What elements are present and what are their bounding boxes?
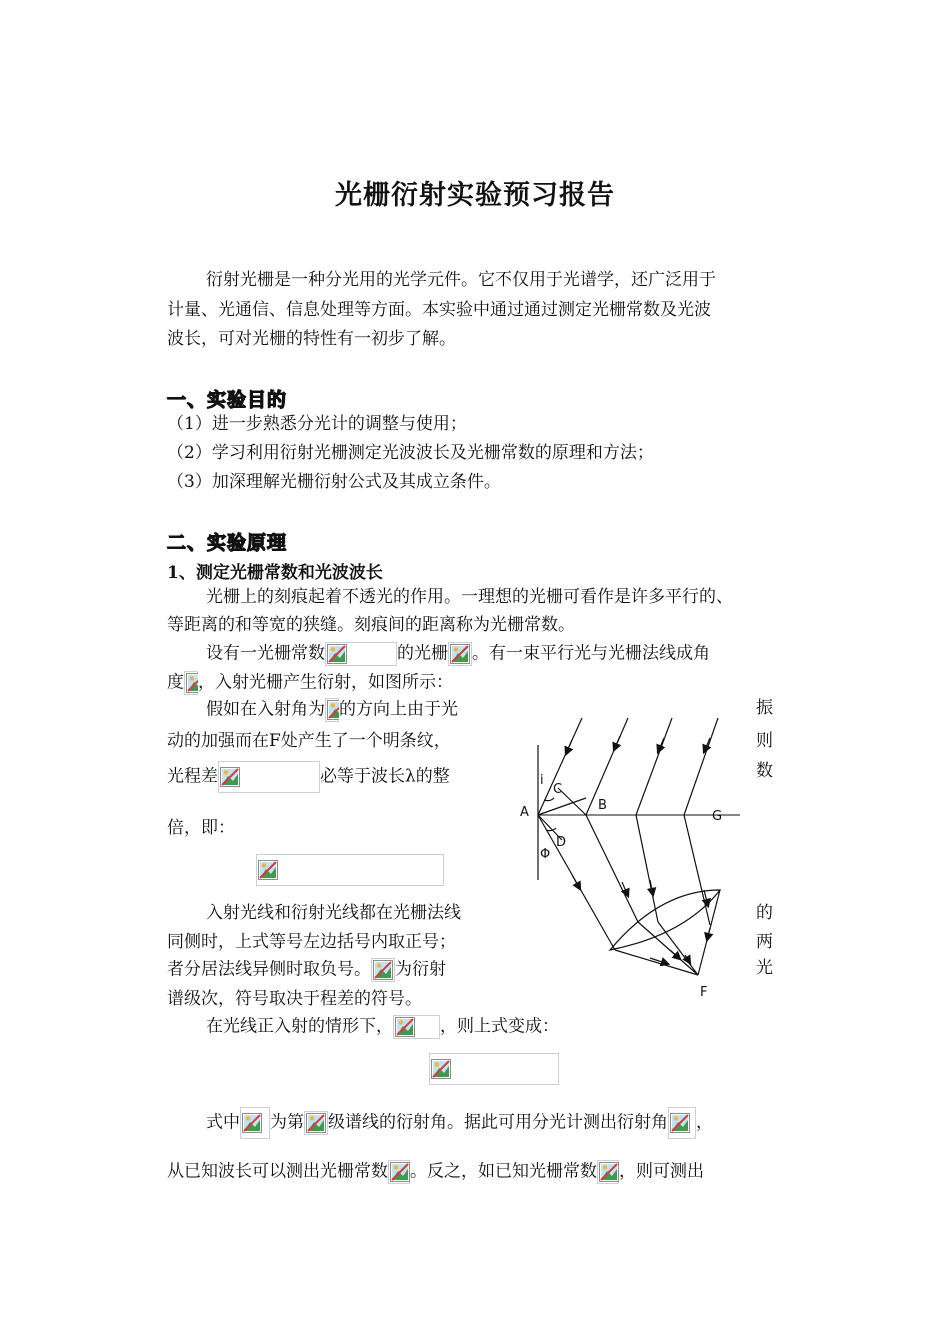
- diffracted-ray: [586, 815, 638, 922]
- principle-p3-right-1: 振: [756, 698, 773, 718]
- grating-equation-image: [256, 854, 444, 886]
- normal-incidence-equation-image: [429, 1053, 559, 1085]
- label-phi: Φ: [540, 847, 551, 862]
- label-i: i: [540, 773, 544, 788]
- principle-p3-line-2: 动的加强而在F处产生了一个明条纹，: [167, 731, 451, 751]
- section-heading-principle: 二、实验原理: [167, 532, 288, 554]
- principle-p2-line-2: 度 ，入射光栅产生衍射，如图所示：: [167, 671, 453, 695]
- label-c: C: [553, 782, 563, 797]
- principle-p3-line-1: 假如在入射角为 的方向上由于光: [206, 698, 458, 722]
- formula-image: [393, 1015, 440, 1039]
- principle-p1-line-2: 等距离的和等宽的狭缝。刻痕间的距离称为光栅常数。: [167, 615, 575, 635]
- formula-image: [240, 1107, 270, 1139]
- principle-p4-right-2: 两: [756, 932, 773, 952]
- formula-image: [597, 1160, 619, 1184]
- subsection-heading: 1、测定光栅常数和光波波长: [167, 563, 383, 583]
- principle-p3-line-4: 倍，即：: [167, 818, 235, 838]
- principle-p4-line-3: 者分居法线异侧时取负号。 为衍射: [167, 958, 446, 982]
- objective-item-1: （1）进一步熟悉分光计的调整与使用；: [167, 414, 467, 434]
- diffracted-ray: [636, 815, 658, 922]
- principle-p4-right-1: 的: [756, 903, 773, 923]
- formula-image: [184, 671, 198, 695]
- objective-item-3: （3）加深理解光栅衍射公式及其成立条件。: [167, 472, 501, 492]
- objective-item-2: （2）学习利用衍射光栅测定光波波长及光栅常数的原理和方法；: [167, 443, 654, 463]
- principle-p3-right-2: 则: [756, 731, 773, 751]
- diffracted-ray: [684, 815, 710, 925]
- intro-line-3: 波长，可对光栅的特性有一初步了解。: [167, 329, 456, 349]
- formula-image: [668, 1107, 696, 1139]
- principle-p4-line-4: 谱级次，符号取决于程差的符号。: [167, 989, 422, 1009]
- formula-image: [371, 958, 395, 982]
- incident-ray: [586, 718, 628, 815]
- label-d: D: [556, 835, 567, 850]
- formula-image: [304, 1111, 328, 1135]
- label-g: G: [712, 809, 723, 824]
- label-f: F: [700, 985, 708, 1000]
- grating-diffraction-diagram: [510, 700, 750, 1000]
- label-a: A: [520, 805, 529, 820]
- principle-p4-line-1: 入射光线和衍射光线都在光栅法线: [206, 903, 461, 923]
- principle-p6-line-2: 从已知波长可以测出光栅常数 。反之，如已知光栅常数 ，则可测出: [167, 1160, 704, 1184]
- principle-p6-line-1: 式中 为第 级谱线的衍射角。据此可用分光计测出衍射角 ，: [206, 1107, 713, 1139]
- formula-image: [388, 1160, 410, 1184]
- formula-image: [448, 642, 472, 666]
- principle-p4-line-2: 同侧时，上式等号左边括号内取正号；: [167, 932, 456, 952]
- principle-p2-line-1: 设有一光栅常数 的光栅 。有一束平行光与光栅法线成角: [206, 642, 710, 666]
- principle-p4-right-3: 光: [756, 958, 773, 978]
- incident-ray: [636, 718, 672, 815]
- page-title: 光栅衍射实验预习报告: [335, 180, 615, 211]
- principle-p5-line-1: 在光线正入射的情形下， ，则上式变成：: [206, 1015, 559, 1039]
- principle-p3-right-3: 数: [756, 761, 773, 781]
- principle-p3-line-3: 光程差 必等于波长λ的整: [167, 761, 450, 793]
- label-b: B: [598, 798, 607, 813]
- intro-line-1: 衍射光栅是一种分光用的光学元件。它不仅用于光谱学，还广泛用于: [206, 270, 716, 290]
- formula-image: [325, 698, 339, 722]
- section-heading-objectives: 一、实验目的: [167, 389, 288, 411]
- principle-p1-line-1: 光栅上的刻痕起着不透光的作用。一理想的光栅可看作是许多平行的、: [206, 587, 733, 607]
- intro-line-2: 计量、光通信、信息处理等方面。本实验中通过通过测定光栅常数及光波: [167, 300, 711, 320]
- formula-image: [325, 642, 397, 666]
- incident-ray: [684, 718, 718, 815]
- formula-image: [218, 761, 320, 793]
